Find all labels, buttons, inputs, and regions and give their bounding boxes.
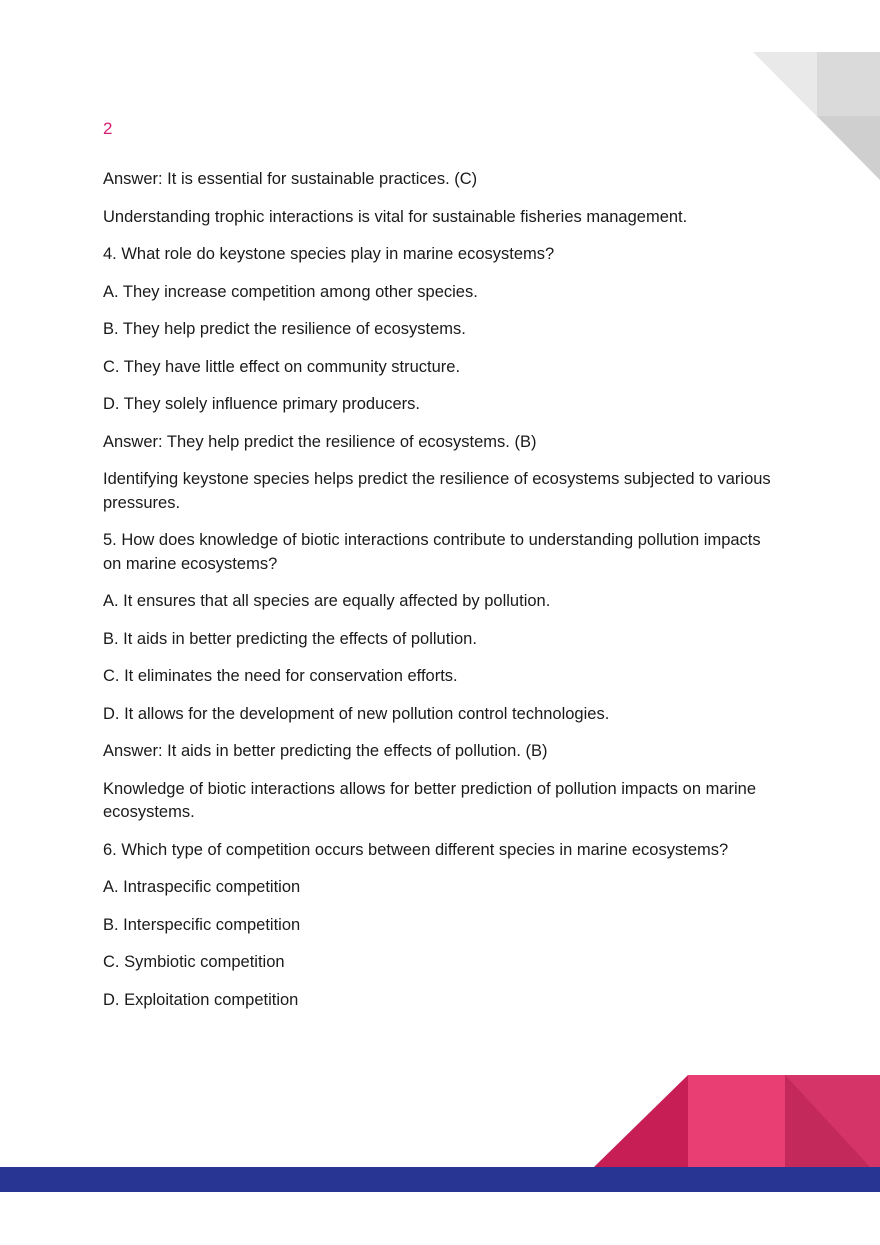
option-6c: C. Symbiotic competition	[103, 953, 285, 971]
explanation-q5: Knowledge of biotic interactions allows for better prediction of pollution impacts on marine ecosystems.	[103, 779, 757, 821]
option-5c: C. It eliminates the need for conservation efforts.	[103, 667, 458, 685]
question-6: 6. Which type of competition occurs between different species in marine ecosystems?	[103, 840, 729, 859]
question-4: 4. What role do keystone species play in marine ecosystems?	[103, 245, 555, 263]
footer-pink-block	[688, 1075, 785, 1167]
option-4b: B. They help predict the resilience of ecosystems.	[103, 320, 466, 338]
option-5a: A. It ensures that all species are equally affected by pollution.	[103, 592, 551, 610]
footer-navy-band	[0, 1167, 880, 1192]
question-5: 5. How does knowledge of biotic interactions contribute to understanding pollution impacts on marine ecosystems?	[103, 531, 761, 573]
option-6a: A. Intraspecific competition	[103, 878, 301, 896]
option-5b: B. It aids in better predicting the effects of pollution.	[103, 629, 477, 648]
footer-pink-triangle	[594, 1075, 688, 1167]
explanation-q3: Understanding trophic interactions is vital for sustainable fisheries management.	[103, 207, 688, 226]
option-4a: A. They increase competition among other species.	[103, 282, 478, 301]
option-6b: B. Interspecific competition	[103, 915, 301, 934]
option-5d: D. It allows for the development of new pollution control technologies.	[103, 704, 610, 723]
option-6d: D. Exploitation competition	[103, 990, 299, 1009]
page-number: 2	[103, 119, 113, 138]
answer-q5: Answer: It aids in better predicting the effects of pollution. (B)	[103, 742, 548, 760]
explanation-q4: Identifying keystone species helps predict the resilience of ecosystems subjected to various pressures.	[103, 470, 771, 512]
answer-q3: Answer: It is essential for sustainable practices. (C)	[103, 170, 478, 188]
answer-q4: Answer: They help predict the resilience of ecosystems. (B)	[103, 432, 537, 451]
option-4c: C. They have little effect on community structure.	[103, 357, 461, 376]
option-4d: D. They solely influence primary producers.	[103, 395, 420, 413]
